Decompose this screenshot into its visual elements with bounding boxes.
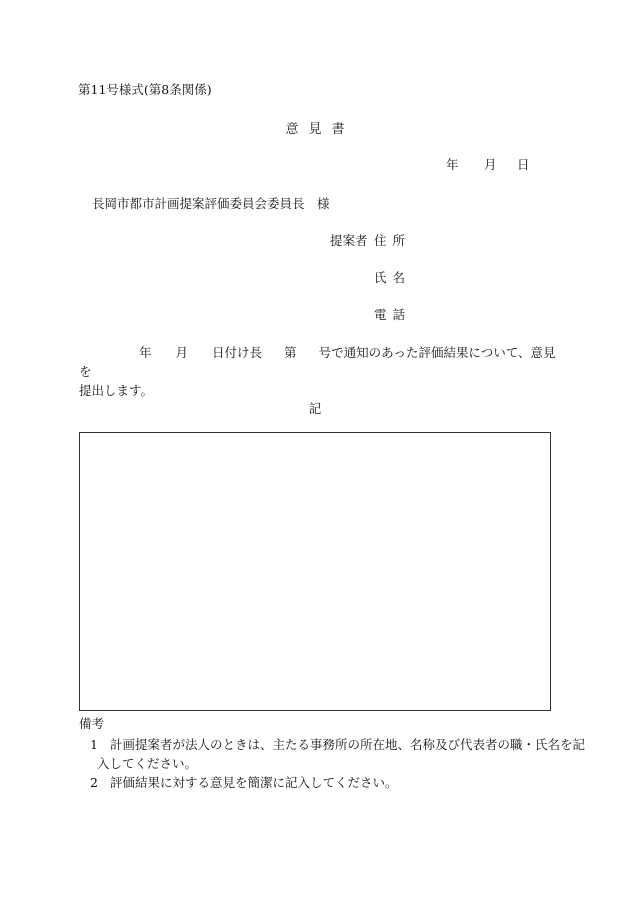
- date-month: 月: [484, 157, 497, 172]
- note-text: 評価結果に対する意見を簡潔に記入してください。: [110, 775, 398, 790]
- note-item-1-continuation: 入してください。: [97, 756, 198, 771]
- body-paragraph: [79, 343, 557, 400]
- opinion-entry-box[interactable]: [79, 432, 551, 711]
- body-month: 月: [175, 345, 189, 360]
- date-day: 日: [517, 157, 530, 172]
- body-line-2: 提出します。: [79, 383, 154, 398]
- body-date-ref: 日付け長: [212, 345, 263, 360]
- note-text: 計画提案者が法人のときは、主たる事務所の所在地、名称及び代表者の職・氏名を記: [110, 737, 586, 752]
- name-field-label: 氏名: [374, 270, 412, 285]
- proposer-label: 提案者: [330, 233, 368, 248]
- note-item-2: [90, 773, 398, 792]
- address-field-label: 住所: [374, 233, 412, 248]
- body-no: 第: [284, 345, 297, 360]
- form-number: 第11号様式(第8条関係): [78, 82, 212, 97]
- body-line-1: [79, 343, 557, 381]
- ki-heading: 記: [308, 401, 322, 416]
- body-year: 年: [139, 345, 152, 360]
- note-item-1: [90, 735, 585, 754]
- body-rest: 号で通知のあった評価結果について、意見を: [79, 345, 556, 379]
- addressee: 長岡市都市計画提案評価委員会委員長 様: [92, 196, 330, 211]
- document-title: 意見書: [285, 122, 355, 137]
- notes-heading: 備考: [79, 716, 105, 731]
- date-year: 年: [446, 157, 459, 172]
- note-number: 1: [90, 737, 98, 752]
- phone-field-label: 電話: [374, 307, 412, 322]
- note-number: 2: [90, 775, 98, 790]
